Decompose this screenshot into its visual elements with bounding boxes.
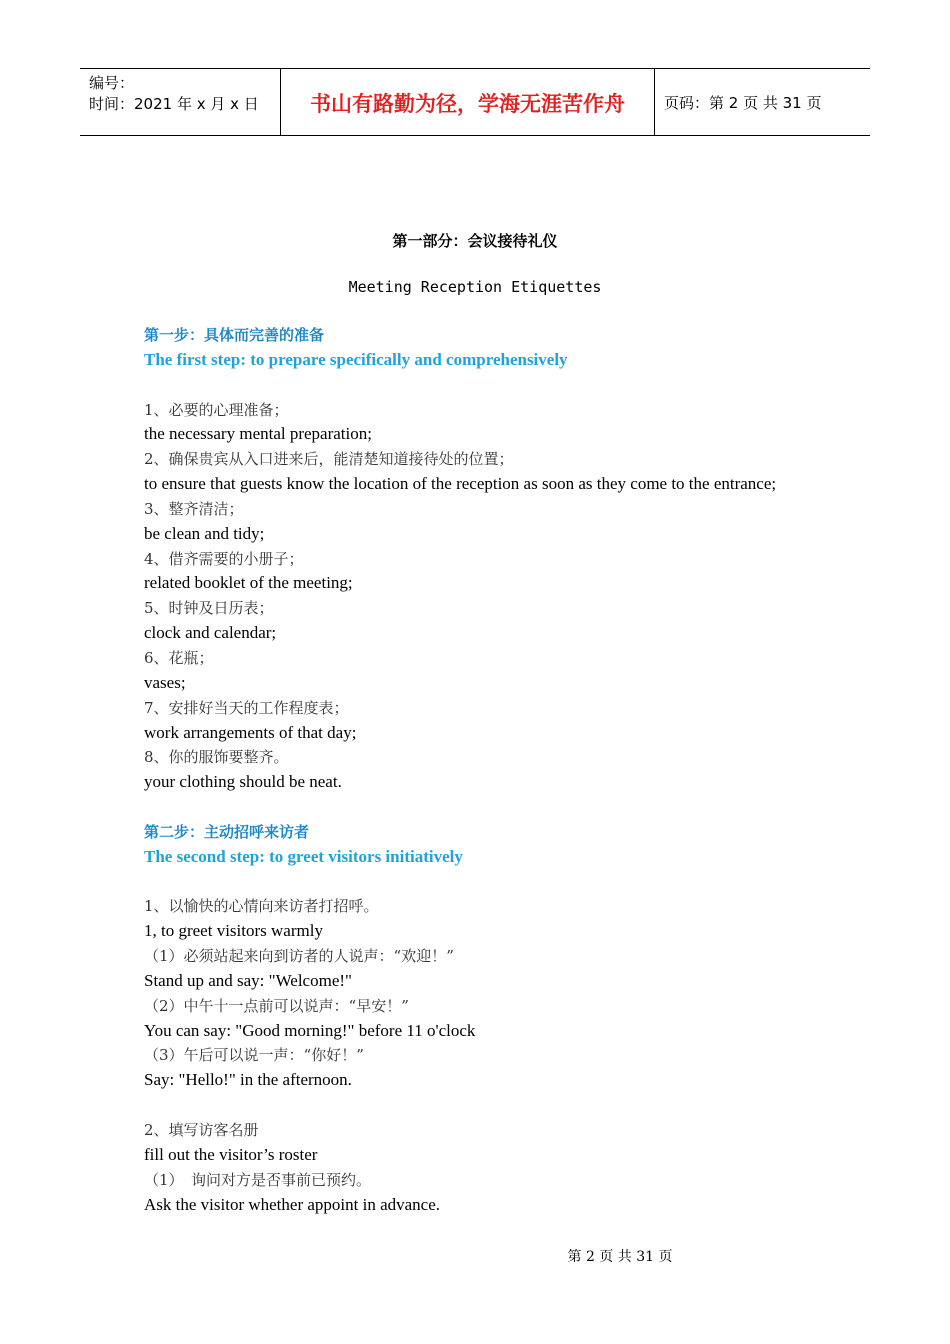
step-heading: 第二步：主动招呼来访者 [144,822,310,841]
blank-line [144,870,864,895]
number-label: 编号： [89,74,135,92]
body-line: 4、借齐需要的小册子； [144,549,304,568]
body-line: be clean and tidy; [144,523,265,543]
body-line: 1, to greet visitors warmly [144,921,323,941]
body-line: to ensure that guests know the location of the reception as soon as they come to the entrance; [144,474,777,494]
body-line: 2、填写访客名册 [144,1121,259,1139]
header-page-info: 页码：第 2 页 共 31 页 [664,93,822,112]
document-body [144,323,864,1217]
body-line: （3）午后可以说一声：“你好！” [144,1046,364,1065]
body-line: （1） 询问对方是否事前已预约。 [144,1170,372,1189]
body-line: fill out the visitor’s roster [144,1144,318,1164]
body-line: （2）中午十一点前可以说声：“早安！” [144,996,409,1015]
body-line: 1、必要的心理准备； [144,400,289,419]
body-line: 6、花瓶； [144,648,214,667]
body-line: the necessary mental preparation; [144,424,372,444]
section-title-en: Meeting Reception Etiquettes [348,278,602,296]
blank-line [144,373,864,398]
body-line: 5、时钟及日历表； [144,599,274,618]
blank-line [144,795,864,820]
body-line: 8、你的服饰要整齐。 [144,748,289,767]
blank-line [144,1093,864,1118]
body-line: Ask the visitor whether appoint in advance. [144,1194,441,1214]
body-line: work arrangements of that day; [144,722,357,742]
body-line: 3、整齐清洁； [144,499,244,518]
body-line: clock and calendar; [144,623,277,643]
body-line: 1、以愉快的心情向来访者打招呼。 [144,897,379,916]
body-line: Stand up and say: "Welcome!" [144,970,352,990]
body-line: vases; [144,672,186,692]
header-meta [80,69,281,135]
step-heading: 第一步：具体而完善的准备 [144,326,325,344]
body-line: 2、确保贵宾从入口进来后，能清楚知道接待处的位置； [144,450,514,469]
body-line: Say: "Hello!" in the afternoon. [144,1070,352,1090]
header-slogan: 书山有路勤为径，学海无涯苦作舟 [281,69,655,135]
page-footer: 第 2 页 共 31 页 [567,1249,673,1265]
body-line: You can say: "Good morning!" before 11 o'clock [144,1020,476,1040]
body-line: your clothing should be neat. [144,772,342,792]
date-label: 时间：2021 年 x 月 x 日 [89,95,259,113]
page-header [80,68,870,136]
section-title-cn: 第一部分：会议接待礼仪 [392,232,558,250]
body-line: related booklet of the meeting; [144,573,353,593]
body-line: （1）必须站起来向到访者的人说声：“欢迎！” [144,947,454,966]
step-heading: The first step: to prepare specifically and comprehensively [144,349,568,369]
step-heading: The second step: to greet visitors initiatively [144,846,463,866]
body-line: 7、安排好当天的工作程度表； [144,698,349,717]
